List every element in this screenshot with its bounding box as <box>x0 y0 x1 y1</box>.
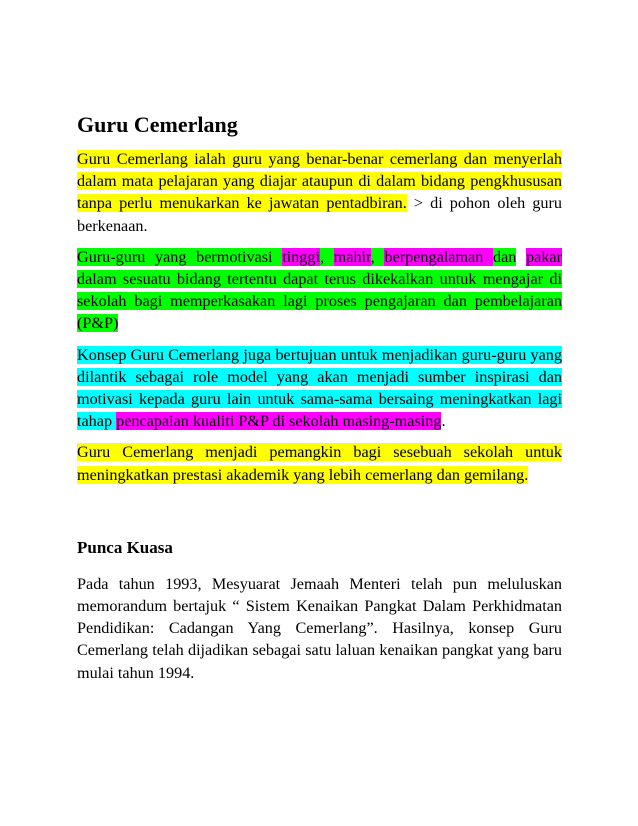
highlight-yellow: Guru Cemerlang menjadi pemangkin bagi sesebuah sekolah untuk meningkatkan prestasi akademik yang lebih cemerlang dan gemilang. <box>77 443 562 484</box>
highlight-green: , <box>370 247 385 266</box>
highlight-green: , <box>319 247 334 266</box>
paragraph-catalyst <box>77 441 562 485</box>
highlight-magenta-pakar: pakar <box>526 247 562 266</box>
highlight-green: dalam sesuatu bidang tertentu dapat terus dikekalkan untuk mengajar di sekolah bagi memperkasakan lagi proses pengajaran dan pembelajaran (P&P) <box>77 270 562 333</box>
paragraph-punca-kuasa: Pada tahun 1993, Mesyuarat Jemaah Menteri telah pun meluluskan memorandum bertajuk “ Sistem Kenaikan Pangkat Dalam Perkhidmatan Pendidikan: Cadangan Yang Cemerlang”. Hasilnya, konsep Guru Cemerlang telah dijadikan sebagai satu laluan kenaikan pangkat yang baru mulai tahun 1994. <box>77 574 562 682</box>
section-title-punca-kuasa: Punca Kuasa <box>77 537 173 557</box>
highlight-green: dan <box>493 247 517 266</box>
highlight-magenta-pencapaian: pencapaian kualiti P&P di sekolah masing-masing <box>116 412 442 431</box>
paragraph-motivation <box>77 246 562 335</box>
highlight-yellow: Guru Cemerlang ialah guru yang benar-benar cemerlang dan menyerlah dalam mata pelajaran yang diajar ataupun di dalam bidang pengkhususan tanpa perlu menukarkan ke jawatan pentadbiran. <box>77 150 562 213</box>
highlight-cyan: Konsep Guru Cemerlang juga bertujuan untuk menjadikan guru-guru yang dilantik sebagai role model yang akan menjadi sumber inspirasi dan motivasi kepada guru lain untuk sama-sama bersaing meningkatkan lagi tahap <box>77 345 562 431</box>
document-content <box>77 112 562 693</box>
highlight-magenta-tinggi: tinggi <box>282 247 320 266</box>
plain-text: . <box>441 412 446 431</box>
paragraph-concept <box>77 344 562 433</box>
section-spacer <box>77 495 562 537</box>
section-title-guru-cemerlang: Guru Cemerlang <box>77 112 238 137</box>
plain-text: > di pohon oleh guru berkenaan. <box>77 194 562 235</box>
highlight-magenta-berpengalaman: berpengalaman <box>384 247 494 266</box>
highlight-green: Guru-guru yang bermotivasi <box>77 247 283 266</box>
paragraph-definition <box>77 148 562 237</box>
highlight-magenta-mahir: mahir <box>333 247 371 266</box>
